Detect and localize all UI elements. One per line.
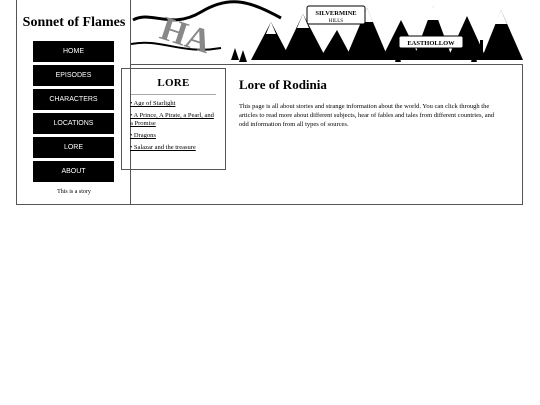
nav-lore-button[interactable]: LORE xyxy=(33,137,114,158)
site-title[interactable]: Sonnet of Flames xyxy=(22,15,126,30)
lore-article-list xyxy=(122,100,225,152)
nav-home-button[interactable]: HOME xyxy=(33,41,114,62)
lore-link-dragons[interactable]: • Dragons xyxy=(130,132,156,139)
lore-link-prince-pirate-pearl[interactable]: • A Prince, A Pirate, a Pearl, and a Promise xyxy=(130,112,214,127)
map-label-easthollow: EASTHOLLOW xyxy=(407,40,455,47)
lore-list-item xyxy=(130,100,217,108)
lore-list-item xyxy=(130,112,217,128)
lore-list-item xyxy=(130,132,217,140)
nav-locations-button[interactable]: LOCATIONS xyxy=(33,113,114,134)
map-banner xyxy=(131,0,523,65)
page-frame xyxy=(16,0,523,205)
sidebar xyxy=(17,0,131,204)
nav-episodes-button[interactable]: EPISODES xyxy=(33,65,114,86)
lore-panel xyxy=(121,68,226,170)
map-label-hills: HILLS xyxy=(328,19,344,24)
page-intro-text: This page is all about stories and strange information about the world. You can click through the articles to read more about different subjects, hear of fables and tales from different countries, and odd information from all types of sources. xyxy=(239,103,495,128)
lore-link-age-of-starlight[interactable]: • Age of Starlight xyxy=(130,100,176,107)
map-label-fragment: HA xyxy=(155,10,216,62)
map-illustration xyxy=(131,0,523,64)
lore-panel-title: LORE xyxy=(157,77,190,89)
site-tagline: This is a story xyxy=(57,189,91,195)
lore-list-item xyxy=(130,144,217,152)
lore-divider xyxy=(131,94,216,95)
page-heading: Lore of Rodinia xyxy=(239,77,327,92)
lore-link-salazar-treasure[interactable]: • Salazar and the treasure xyxy=(130,144,196,151)
nav-characters-button[interactable]: CHARACTERS xyxy=(33,89,114,110)
map-label-silvermine: SILVERMINE xyxy=(315,10,357,17)
nav-about-button[interactable]: ABOUT xyxy=(33,161,114,182)
main-nav xyxy=(33,41,114,185)
